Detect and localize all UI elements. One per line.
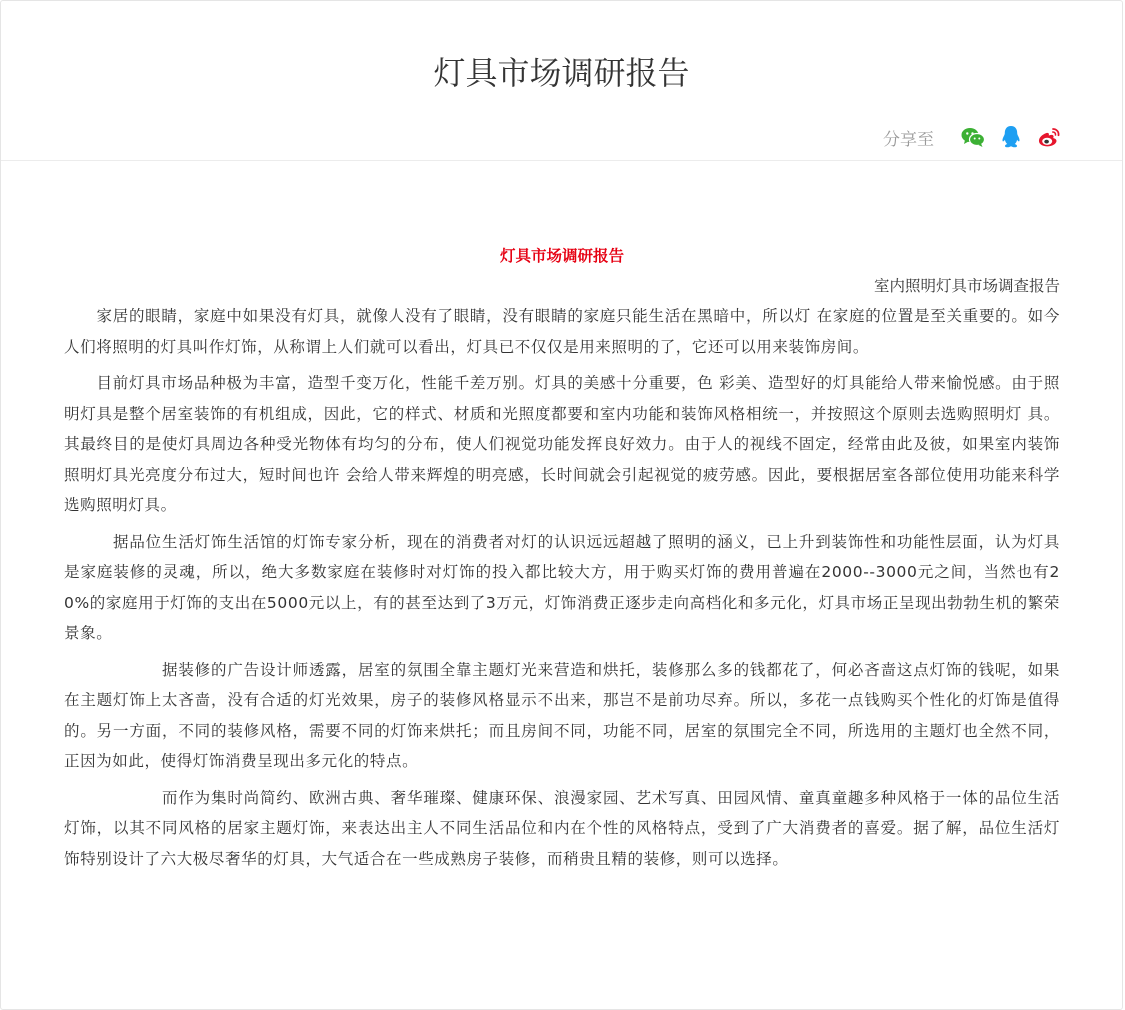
- article-title: 灯具市场调研报告: [499, 247, 624, 265]
- weibo-icon[interactable]: [1036, 124, 1062, 150]
- wechat-icon[interactable]: [960, 124, 986, 150]
- qq-icon[interactable]: [998, 124, 1024, 150]
- paragraph: 而作为集时尚简约、欧洲古典、奢华璀璨、健康环保、浪漫家园、艺术写真、田园风情、童真童趣多种风格于一体的品位生活灯饰，以其不同风格的居家主题灯饰，来表达出主人不同生活品位和内在个性的风格特点，受到了广大消费者的喜爱。据了解，品位生活灯饰特别设计了六大极尽奢华的灯具，大气适合在一些成熟房子装修，而稍贵且精的装修，则可以选择。: [64, 788, 1060, 868]
- article-subtitle: 室内照明灯具市场调查报告: [873, 277, 1060, 295]
- page-title: 灯具市场调研报告: [433, 54, 690, 92]
- article-body: [64, 241, 1060, 880]
- paragraph: 据品位生活灯饰生活馆的灯饰专家分析，现在的消费者对灯的认识远远超越了照明的涵义，已上升到装饰性和功能性层面，认为灯具是家庭装修的灵魂，所以，绝大多数家庭在装修时对灯饰的投入都比较大方，用于购买灯饰的费用普遍在2000--3000元之间，当然也有20%的家庭用于灯饰的支出在5000元以上，有的甚至达到了3万元，灯饰消费正逐步走向高档化和多元化，灯具市场正呈现出勃勃生机的繁荣景象。: [64, 532, 1060, 642]
- paragraph: 目前灯具市场品种极为丰富，造型千变万化，性能千差万别。灯具的美感十分重要，色 彩美、造型好的灯具能给人带来愉悦感。由于照明灯具是整个居室装饰的有机组成，因此，它的样式、材质和光照度都要和室内功能和装饰风格相统一，并按照这个原则去选购照明灯 具。其最终目的是使灯具周边各种受光物体有均匀的分布，使人们视觉功能发挥良好效力。由于人的视线不固定，经常由此及彼，如果室内装饰照明灯具光亮度分布过大，短时间也许 会给人带来辉煌的明亮感，长时间就会引起视觉的疲劳感。因此，要根据居室各部位使用功能来科学选购照明灯具。: [64, 374, 1060, 514]
- document-header: [1, 1, 1122, 161]
- paragraph: 据装修的广告设计师透露，居室的氛围全靠主题灯光来营造和烘托，装修那么多的钱都花了，何必吝啬这点灯饰的钱呢，如果在主题灯饰上太吝啬，没有合适的灯光效果，房子的装修风格显示不出来，那岂不是前功尽弃。所以，多花一点钱购买个性化的灯饰是值得的。另一方面，不同的装修风格，需要不同的灯饰来烘托；而且房间不同，功能不同，居室的氛围完全不同，所选用的主题灯也全然不同，正因为如此，使得灯饰消费呈现出多元化的特点。: [64, 660, 1060, 770]
- paragraph: 家居的眼睛，家庭中如果没有灯具，就像人没有了眼睛，没有眼睛的家庭只能生活在黑暗中，所以灯 在家庭的位置是至关重要的。如今人们将照明的灯具叫作灯饰，从称谓上人们就可以看出，灯具已不仅仅是用来照明的了，它还可以用来装饰房间。: [64, 307, 1060, 356]
- share-bar: [883, 123, 1062, 151]
- share-label: 分享至: [883, 129, 934, 150]
